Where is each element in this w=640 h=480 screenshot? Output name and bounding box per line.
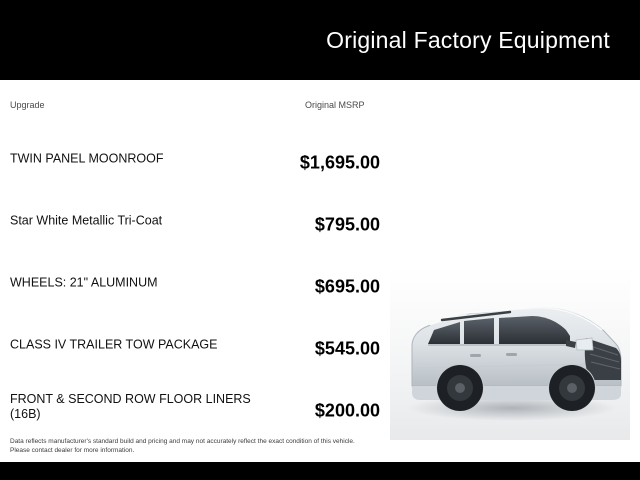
upgrade-label: Star White Metallic Tri-Coat <box>10 213 163 228</box>
vehicle-photo <box>390 268 630 440</box>
upgrade-price: $795.00 <box>314 214 380 235</box>
page-title: Original Factory Equipment <box>326 26 610 53</box>
page-header <box>0 0 640 80</box>
disclaimer-line-2: Please contact dealer for more information. <box>10 446 135 454</box>
upgrade-price: $200.00 <box>314 400 380 421</box>
page-footer-bar <box>0 462 640 480</box>
upgrade-price: $1,695.00 <box>299 152 380 173</box>
column-header-msrp: Original MSRP <box>305 100 365 110</box>
upgrade-label: TWIN PANEL MOONROOF <box>10 151 164 166</box>
disclaimer-line-1: Data reflects manufacturer's standard build and pricing and may not accurately reflect the exact condition of this vehicle. <box>10 438 355 445</box>
table-row <box>0 190 640 252</box>
disclaimer-text <box>10 438 430 455</box>
table-row <box>0 128 640 190</box>
column-header-upgrade: Upgrade <box>10 100 45 110</box>
equipment-sheet <box>0 80 640 462</box>
upgrade-label: CLASS IV TRAILER TOW PACKAGE <box>10 337 218 352</box>
upgrade-label: WHEELS: 21" ALUMINUM <box>10 275 158 290</box>
upgrade-price: $545.00 <box>314 338 380 359</box>
upgrade-label: FRONT & SECOND ROW FLOOR LINERS (16B) <box>10 392 251 421</box>
upgrade-price: $695.00 <box>314 276 380 297</box>
